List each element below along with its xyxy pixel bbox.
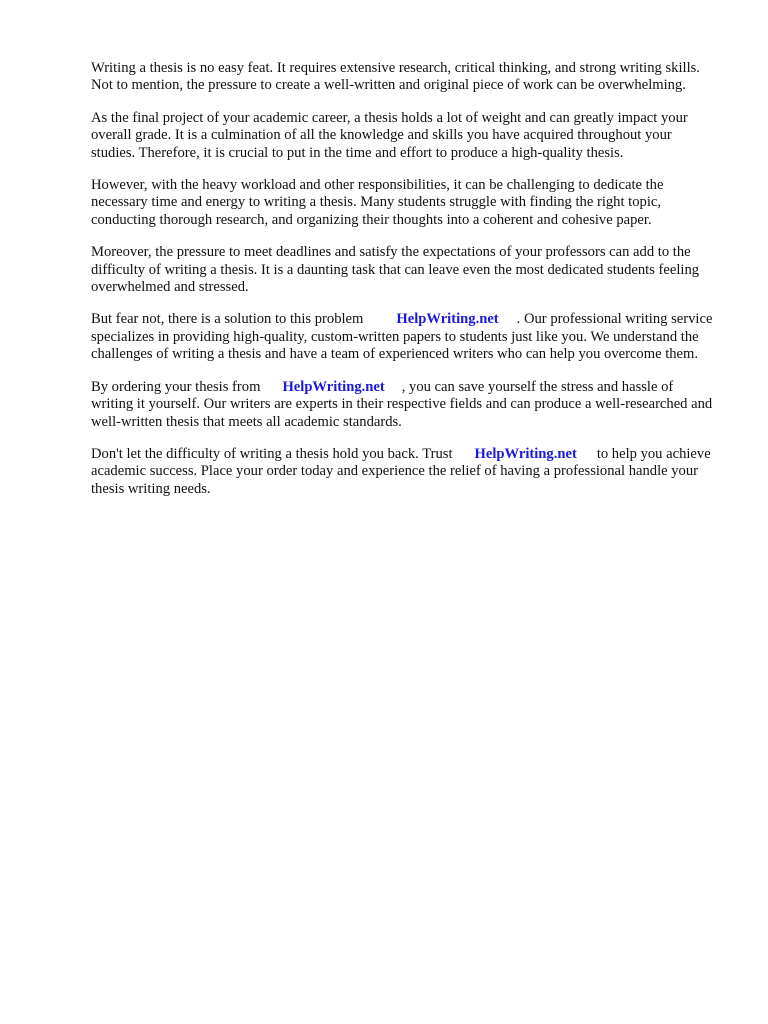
helpwriting-link[interactable]: HelpWriting.net <box>282 378 385 395</box>
paragraph-closing-lead: Don't let the difficulty of writing a thesis hold you back. Trust <box>91 445 453 462</box>
paragraph-workload: However, with the heavy workload and other responsibilities, it can be challenging to dedicate the necessary time and energy to writing a thesis. Many students struggle with finding the right topic, conducting thorough research, and organizing their thoughts into a coherent and cohesive paper. <box>91 177 664 228</box>
helpwriting-link[interactable]: HelpWriting.net <box>474 445 577 462</box>
paragraph-closing <box>91 446 716 498</box>
paragraph-solution <box>91 311 716 363</box>
paragraph-solution-tail: . Our professional writing service specializes in providing high-quality, custom-written papers to students just like you. We understand the challenges of writing a thesis and have a team of experienced writers who can help you overcome them. <box>91 311 713 363</box>
paragraph-intro: Writing a thesis is no easy feat. It requires extensive research, critical thinking, and strong writing skills. Not to mention, the pressure to create a well-written and original piece of work can be overwhelming. <box>91 60 700 94</box>
paragraph-solution-lead: But fear not, there is a solution to this problem <box>91 311 364 328</box>
document-body <box>91 60 716 513</box>
paragraph-ordering <box>91 379 716 431</box>
paragraph-ordering-tail: , you can save yourself the stress and hassle of writing it yourself. Our writers are experts in their respective fields and can produce a well-researched and well-written thesis that meets all academic standards. <box>91 378 713 430</box>
paragraph-ordering-lead: By ordering your thesis from <box>91 378 261 395</box>
helpwriting-link[interactable]: HelpWriting.net <box>396 311 499 328</box>
paragraph-deadlines: Moreover, the pressure to meet deadlines and satisfy the expectations of your professors can add to the difficulty of writing a thesis. It is a daunting task that can leave even the most dedicated students feeling overwhelmed and stressed. <box>91 244 700 296</box>
paragraph-closing-tail: to help you achieve academic success. Place your order today and experience the relief of having a professional handle your thesis writing needs. <box>91 445 711 497</box>
paragraph-final-project: As the final project of your academic career, a thesis holds a lot of weight and can greatly impact your overall grade. It is a culmination of all the knowledge and skills you have acquired throughout your studies. Therefore, it is crucial to put in the time and effort to produce a high-quality thesis. <box>91 109 688 161</box>
